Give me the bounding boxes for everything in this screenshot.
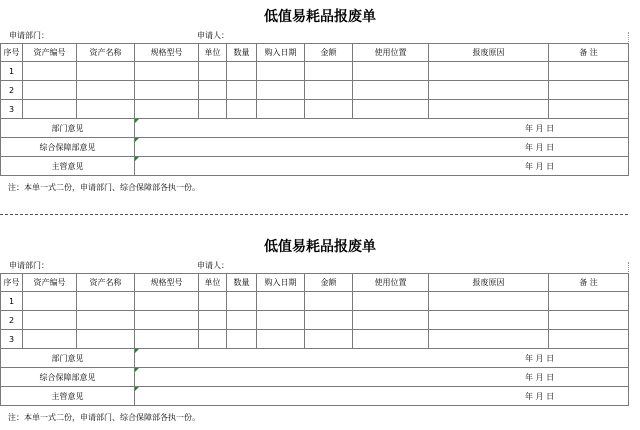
table-cell[interactable] [429,62,549,81]
row-number: 2 [1,311,23,330]
opinion-label: 综合保障部意见 [1,368,135,387]
header-cell: 报废原因 [429,44,549,62]
table-cell[interactable] [429,292,549,311]
table-cell[interactable] [353,330,429,349]
table-row [1,311,629,330]
table-cell[interactable] [353,292,429,311]
opinion-input[interactable] [135,387,629,406]
page-break-marker [628,262,630,272]
table-cell[interactable] [353,311,429,330]
cut-line [0,214,628,215]
form-note: 注：本单一式二份，申请部门、综合保障部各执一份。 [8,183,200,192]
header-cell: 规格型号 [135,44,199,62]
table-cell[interactable] [549,81,629,100]
table-cell[interactable] [257,292,305,311]
department-label: 申请部门： [9,31,49,40]
header-cell: 规格型号 [135,274,199,292]
form-note: 注：本单一式二份，申请部门、综合保障部各执一份。 [8,413,200,422]
table-cell[interactable] [305,81,353,100]
header-cell: 单位 [199,44,227,62]
header-cell: 购入日期 [257,274,305,292]
table-cell[interactable] [549,330,629,349]
table-cell[interactable] [199,81,227,100]
table-cell[interactable] [305,311,353,330]
form-title: 低值易耗品报废单 [264,239,376,255]
table-cell[interactable] [353,62,429,81]
opinion-row-department [1,349,629,368]
table-cell[interactable] [305,330,353,349]
table-cell[interactable] [23,292,77,311]
opinion-label: 主管意见 [1,157,135,176]
date-placeholder: 年 月 日 [525,373,555,382]
opinion-input[interactable] [135,138,629,157]
table-cell[interactable] [227,62,257,81]
opinion-input[interactable] [135,119,629,138]
table-cell[interactable] [549,62,629,81]
table-cell[interactable] [227,311,257,330]
comment-indicator-icon [135,368,139,372]
comment-indicator-icon [135,157,139,161]
table-cell[interactable] [135,311,199,330]
table-cell[interactable] [429,81,549,100]
table-cell[interactable] [257,81,305,100]
form-title: 低值易耗品报废单 [264,9,376,25]
header-cell: 数量 [227,274,257,292]
opinion-label: 主管意见 [1,387,135,406]
table-cell[interactable] [23,311,77,330]
table-row [1,100,629,119]
table-cell[interactable] [353,81,429,100]
table-cell[interactable] [23,81,77,100]
opinion-input[interactable] [135,349,629,368]
opinion-label: 部门意见 [1,349,135,368]
table-cell[interactable] [257,311,305,330]
opinion-label: 部门意见 [1,119,135,138]
header-cell: 资产编号 [23,44,77,62]
table-cell[interactable] [199,330,227,349]
table-cell[interactable] [199,100,227,119]
table-row [1,330,629,349]
row-number: 3 [1,330,23,349]
table-row [1,62,629,81]
date-placeholder: 年 月 日 [525,143,555,152]
table-cell[interactable] [257,330,305,349]
table-cell[interactable] [199,292,227,311]
comment-indicator-icon [135,387,139,391]
table-cell[interactable] [199,311,227,330]
table-cell[interactable] [227,330,257,349]
header-cell: 单位 [199,274,227,292]
header-row [1,274,629,292]
header-cell: 备 注 [549,274,629,292]
table-cell[interactable] [77,292,135,311]
table-row [1,292,629,311]
opinion-input[interactable] [135,157,629,176]
header-cell: 金额 [305,274,353,292]
table-cell[interactable] [23,100,77,119]
applicant-label: 申请人： [197,31,229,40]
applicant-label: 申请人： [197,261,229,270]
scrap-form-1 [0,0,640,200]
header-cell: 资产编号 [23,274,77,292]
header-row [1,44,629,62]
header-cell: 使用位置 [353,44,429,62]
header-cell: 购入日期 [257,44,305,62]
date-placeholder: 年 月 日 [525,162,555,171]
table-cell[interactable] [429,311,549,330]
table-cell[interactable] [135,292,199,311]
comment-indicator-icon [135,138,139,142]
header-cell: 数量 [227,44,257,62]
date-placeholder: 年 月 日 [525,354,555,363]
table-cell[interactable] [77,81,135,100]
table-cell[interactable] [77,311,135,330]
opinion-input[interactable] [135,368,629,387]
asset-table [0,273,629,406]
table-cell[interactable] [429,330,549,349]
table-cell[interactable] [305,100,353,119]
table-cell[interactable] [227,81,257,100]
header-cell: 序号 [1,44,23,62]
scrap-form-2 [0,230,640,430]
table-cell[interactable] [257,62,305,81]
row-number: 1 [1,292,23,311]
table-cell[interactable] [135,100,199,119]
opinion-label: 综合保障部意见 [1,138,135,157]
asset-table [0,43,629,176]
table-cell[interactable] [227,292,257,311]
header-cell: 资产名称 [77,274,135,292]
table-cell[interactable] [305,292,353,311]
table-cell[interactable] [257,100,305,119]
table-cell[interactable] [199,62,227,81]
table-cell[interactable] [429,100,549,119]
table-cell[interactable] [305,62,353,81]
table-cell[interactable] [135,81,199,100]
table-cell[interactable] [135,330,199,349]
date-placeholder: 年 月 日 [525,392,555,401]
page-break-marker [628,32,630,42]
row-number: 1 [1,62,23,81]
row-number: 3 [1,100,23,119]
header-cell: 序号 [1,274,23,292]
opinion-row-support [1,138,629,157]
table-cell[interactable] [77,330,135,349]
table-cell[interactable] [353,100,429,119]
header-cell: 使用位置 [353,274,429,292]
header-cell: 备 注 [549,44,629,62]
table-cell[interactable] [77,62,135,81]
opinion-row-department [1,119,629,138]
header-cell: 资产名称 [77,44,135,62]
opinion-row-support [1,368,629,387]
table-cell[interactable] [549,100,629,119]
comment-indicator-icon [135,349,139,353]
department-label: 申请部门： [9,261,49,270]
table-cell[interactable] [135,62,199,81]
table-cell[interactable] [549,292,629,311]
opinion-row-supervisor [1,157,629,176]
table-cell[interactable] [23,330,77,349]
header-cell: 金额 [305,44,353,62]
table-row [1,81,629,100]
table-cell[interactable] [23,62,77,81]
comment-indicator-icon [135,119,139,123]
row-number: 2 [1,81,23,100]
header-cell: 报废原因 [429,274,549,292]
table-cell[interactable] [227,100,257,119]
table-cell[interactable] [77,100,135,119]
opinion-row-supervisor [1,387,629,406]
table-cell[interactable] [549,311,629,330]
date-placeholder: 年 月 日 [525,124,555,133]
